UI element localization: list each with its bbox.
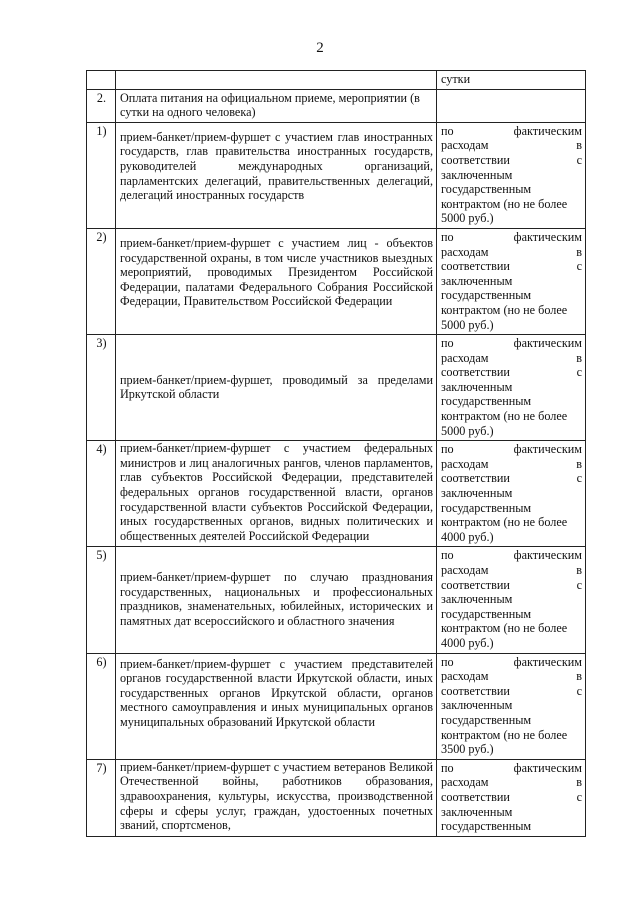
price-word: с bbox=[576, 259, 582, 274]
price-line bbox=[441, 274, 582, 289]
price-word: по bbox=[441, 442, 454, 457]
price-line bbox=[441, 303, 582, 318]
price-line bbox=[441, 790, 582, 805]
price-line bbox=[441, 501, 582, 516]
price-word: расходам bbox=[441, 456, 489, 471]
price-line bbox=[441, 230, 582, 245]
price-word: с bbox=[576, 365, 582, 380]
row-price bbox=[437, 335, 586, 441]
price-word: в bbox=[576, 138, 582, 153]
price-word: контрактом (но не более bbox=[441, 196, 568, 211]
price-word: заключенным bbox=[441, 273, 513, 288]
row-description bbox=[116, 71, 437, 90]
row-description: прием-банкет/прием-фуршет, проводимый за пределами Иркутской области bbox=[116, 335, 437, 441]
price-word: расходам bbox=[441, 350, 489, 365]
row-description: прием-банкет/прием-фуршет с участием ветеранов Великой Отечественной войны, работников образования, здравоохранения, культуры, искусства, производственной сферы и сферы услуг, граждан, удостоенных почетных званий, спортсменов, bbox=[116, 759, 437, 836]
table-row bbox=[87, 228, 586, 334]
price-line bbox=[441, 365, 582, 380]
row-price bbox=[437, 759, 586, 836]
price-line bbox=[441, 336, 582, 351]
price-word: соответствии bbox=[441, 471, 510, 486]
price-word: по bbox=[441, 548, 454, 563]
price-line bbox=[441, 457, 582, 472]
price-line bbox=[441, 318, 582, 333]
price-line bbox=[441, 351, 582, 366]
price-word: контрактом (но не более bbox=[441, 515, 568, 530]
row-number: 1) bbox=[87, 122, 116, 228]
row-description: прием-банкет/прием-фуршет с участием глав иностранных государств, глав правительства иностранных государств, руководителей международных организаций, парламентских делегаций, правительственных делегаций, делегаций иностранных государств bbox=[116, 122, 437, 228]
row-number: 4) bbox=[87, 441, 116, 547]
table-row bbox=[87, 547, 586, 653]
price-word: заключенным bbox=[441, 698, 513, 713]
price-word: фактическим bbox=[513, 654, 582, 669]
table-row bbox=[87, 653, 586, 759]
carry-over-row bbox=[87, 71, 586, 90]
price-word: государственным bbox=[441, 606, 532, 621]
price-word: фактическим bbox=[513, 123, 582, 138]
price-word: соответствии bbox=[441, 577, 510, 592]
table-row bbox=[87, 122, 586, 228]
expense-table bbox=[86, 70, 586, 837]
price-word: 5000 руб.) bbox=[441, 423, 494, 438]
row-number: 5) bbox=[87, 547, 116, 653]
price-word: государственным bbox=[441, 819, 532, 834]
price-word: расходам bbox=[441, 563, 489, 577]
price-word: контрактом (но не более bbox=[441, 409, 568, 424]
price-line bbox=[441, 761, 582, 776]
price-line bbox=[441, 636, 582, 651]
row-number bbox=[87, 71, 116, 90]
price-line bbox=[441, 153, 582, 168]
price-word: расходам bbox=[441, 244, 489, 259]
price-line bbox=[441, 592, 582, 607]
row-price bbox=[437, 122, 586, 228]
row-price bbox=[437, 547, 586, 653]
price-word: 3500 руб.) bbox=[441, 742, 494, 757]
row-number: 2) bbox=[87, 228, 116, 334]
price-word: заключенным bbox=[441, 167, 513, 182]
price-word: контрактом (но не более bbox=[441, 727, 568, 742]
price-line bbox=[441, 471, 582, 486]
price-word: соответствии bbox=[441, 259, 510, 274]
table-row bbox=[87, 335, 586, 441]
row-number: 3) bbox=[87, 335, 116, 441]
price-line bbox=[441, 684, 582, 699]
price-line bbox=[441, 442, 582, 457]
price-word: фактическим bbox=[513, 548, 582, 563]
row-description: прием-банкет/прием-фуршет с участием представителей органов государственной власти Иркутской области, иных государственных органов Иркутской области, органов местного самоуправления и иных муниципальных органов муниципальных образований Иркутской области bbox=[116, 653, 437, 759]
price-word: заключенным bbox=[441, 379, 513, 394]
price-line bbox=[441, 515, 582, 530]
price-line bbox=[441, 486, 582, 501]
price-word: заключенным bbox=[441, 592, 513, 607]
price-line bbox=[441, 805, 582, 820]
table-row bbox=[87, 441, 586, 547]
price-line bbox=[441, 259, 582, 274]
price-line bbox=[441, 669, 582, 684]
price-word: с bbox=[576, 577, 582, 592]
price-line bbox=[441, 197, 582, 212]
price-line bbox=[441, 548, 582, 563]
price-line bbox=[441, 563, 582, 578]
price-line bbox=[441, 728, 582, 743]
row-number: 6) bbox=[87, 653, 116, 759]
price-line bbox=[441, 288, 582, 303]
price-word: 5000 руб.) bbox=[441, 211, 494, 226]
price-word: по bbox=[441, 336, 454, 351]
price-word: с bbox=[576, 789, 582, 804]
section-price bbox=[437, 89, 586, 122]
price-line bbox=[441, 607, 582, 622]
price-word: соответствии bbox=[441, 789, 510, 804]
price-word: с bbox=[576, 683, 582, 698]
price-word: по bbox=[441, 229, 454, 244]
price-line bbox=[441, 655, 582, 670]
price-word: соответствии bbox=[441, 365, 510, 380]
price-line bbox=[441, 578, 582, 593]
price-word: 4000 руб.) bbox=[441, 529, 494, 544]
price-line bbox=[441, 211, 582, 226]
price-word: фактическим bbox=[513, 760, 582, 775]
row-price bbox=[437, 228, 586, 334]
price-word: контрактом (но не более bbox=[441, 621, 568, 636]
price-line bbox=[441, 138, 582, 153]
price-line bbox=[441, 409, 582, 424]
price-word: государственным bbox=[441, 394, 532, 409]
page-number: 2 bbox=[316, 40, 324, 56]
price-line bbox=[441, 380, 582, 395]
price-line bbox=[441, 742, 582, 757]
section-title: Оплата питания на официальном приеме, мероприятии (в сутки на одного человека) bbox=[116, 89, 437, 122]
price-line bbox=[441, 394, 582, 409]
price-word: в bbox=[576, 350, 582, 365]
price-line bbox=[441, 168, 582, 183]
price-word: с bbox=[576, 471, 582, 486]
price-word: соответствии bbox=[441, 683, 510, 698]
price-word: контрактом (но не более bbox=[441, 302, 568, 317]
row-description: прием-банкет/прием-фуршет по случаю празднования государственных, национальных и профессиональных праздников, знаменательных, юбилейных, исторических и памятных дат всероссийского и областного значения bbox=[116, 547, 437, 653]
row-price bbox=[437, 653, 586, 759]
price-line bbox=[441, 245, 582, 260]
price-word: в bbox=[576, 244, 582, 259]
price-line bbox=[441, 713, 582, 728]
price-line bbox=[441, 819, 582, 834]
section-header-row bbox=[87, 89, 586, 122]
row-price: сутки bbox=[437, 71, 586, 90]
price-word: 4000 руб.) bbox=[441, 635, 494, 650]
row-number: 7) bbox=[87, 759, 116, 836]
price-word: в bbox=[576, 456, 582, 471]
price-line bbox=[441, 775, 582, 790]
price-word: расходам bbox=[441, 775, 489, 790]
row-price bbox=[437, 441, 586, 547]
row-description: прием-банкет/прием-фуршет с участием федеральных министров и лиц аналогичных рангов, членов парламентов, глав субъектов Российской Федерации, представителей федеральных органов государственной власти, органов государственной власти субъектов Российской Федерации, иных государственных органов, видных политических и общественных деятелей Российской Федерации bbox=[116, 441, 437, 547]
price-word: соответствии bbox=[441, 152, 510, 167]
price-line bbox=[441, 182, 582, 197]
price-line bbox=[441, 530, 582, 545]
price-word: государственным bbox=[441, 182, 532, 197]
price-word: заключенным bbox=[441, 804, 513, 819]
price-word: в bbox=[576, 669, 582, 684]
price-line bbox=[441, 698, 582, 713]
price-word: в bbox=[576, 775, 582, 790]
table-row bbox=[87, 759, 586, 836]
table-rows bbox=[87, 122, 586, 836]
price-line bbox=[441, 424, 582, 439]
section-number: 2. bbox=[87, 89, 116, 122]
price-word: в bbox=[576, 563, 582, 577]
price-line bbox=[441, 124, 582, 139]
price-word: по bbox=[441, 760, 454, 775]
price-word: с bbox=[576, 152, 582, 167]
row-description: прием-банкет/прием-фуршет с участием лиц - объектов государственной охраны, в том числе участников выездных мероприятий, проводимых Президентом Российской Федерации, палатами Федерального Собрания Российской Федерации, Правительством Российской Федерации bbox=[116, 228, 437, 334]
price-word: по bbox=[441, 654, 454, 669]
price-word: фактическим bbox=[513, 336, 582, 351]
price-word: государственным bbox=[441, 288, 532, 303]
price-word: заключенным bbox=[441, 486, 513, 501]
price-word: фактическим bbox=[513, 442, 582, 457]
price-word: государственным bbox=[441, 712, 532, 727]
price-word: по bbox=[441, 123, 454, 138]
price-line bbox=[441, 621, 582, 636]
price-word: расходам bbox=[441, 138, 489, 153]
price-word: фактическим bbox=[513, 229, 582, 244]
price-word: расходам bbox=[441, 669, 489, 684]
price-word: 5000 руб.) bbox=[441, 317, 494, 332]
price-word: государственным bbox=[441, 500, 532, 515]
